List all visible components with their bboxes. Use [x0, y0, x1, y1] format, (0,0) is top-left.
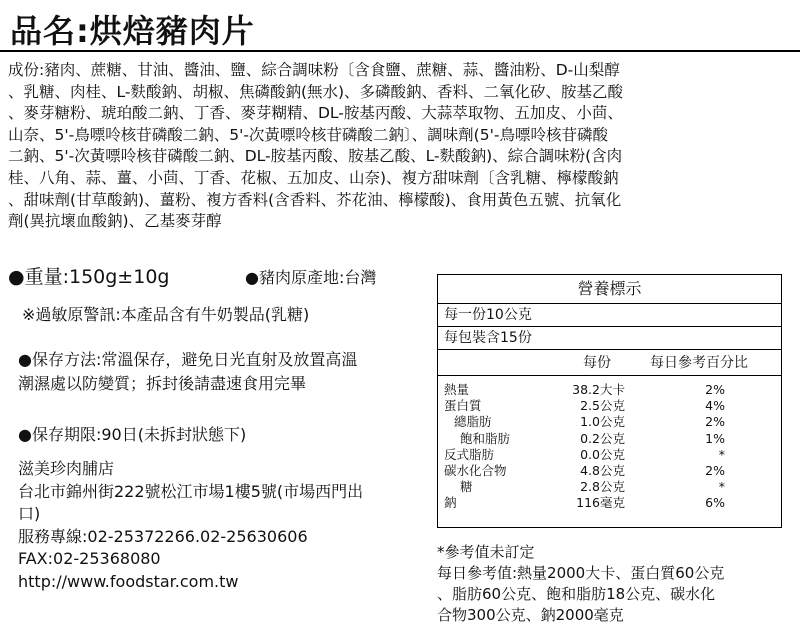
- nutrient-daily-percent: 2%: [705, 382, 725, 397]
- servings-per-package: 每包裝含15份: [438, 326, 781, 349]
- nutrition-title: 營養標示: [577, 279, 642, 298]
- nutrient-amount: 0.0公克: [580, 446, 625, 462]
- nutrition-column-header: [438, 349, 781, 375]
- nutrient-daily-percent: 4%: [705, 398, 725, 414]
- nutrition-row: [438, 495, 781, 511]
- serving-size: 每一份10公克: [438, 303, 781, 326]
- per-serving-header: 每份: [583, 355, 611, 371]
- company-info: 滋美珍肉脯店 台北市錦州街222號松江市場1樓5號(市場西門出 口) 服務專線:02-25372266.02-25630606 FAX:02-25368080 http://www.foodstar.com.tw: [18, 459, 364, 591]
- nutrient-label: 碳水化合物: [444, 463, 507, 478]
- nutrition-row: [438, 447, 781, 463]
- product-name-title: 品名:烘焙豬肉片: [10, 12, 255, 50]
- ingredients-text: 成份:豬肉、蔗糖、甘油、醬油、鹽、綜合調味粉〔含食鹽、蔗糖、蒜、醬油粉、D-山梨醇 、乳糖、肉桂、L-麩酸鈉、胡椒、焦磷酸鈉(無水)、多磷酸鈉、香料、二氧化矽、胺基乙酸 、麥芽糖粉、琥珀酸二鈉、丁香、麥芽糊精、DL-胺基丙酸、大蒜萃取物、五加皮、小茴、 山奈、5'-鳥嘌呤核苷磷酸二鈉、5'-次黃嘌呤核苷磷酸二鈉〕、調味劑(5'-鳥嘌呤核苷磷酸 二鈉、5'-次黃嘌呤核苷磷酸二鈉、DL-胺基丙酸、胺基乙酸、L-麩酸鈉)、綜合調味粉(含肉 桂、八角、蒜、薑、小茴、丁香、花椒、五加皮、山奈)、複方甜味劑〔含乳糖、檸檬酸鈉 、甜味劑(甘草酸鈉)、薑粉、複方香料(含香料、芥花油、檸檬酸)、食用黃色五號、抗氧化 劑(異抗壞血酸鈉)、乙基麥芽醇: [8, 61, 624, 231]
- nutrient-label: 反式脂肪: [444, 446, 495, 462]
- nutrition-row: [438, 431, 781, 447]
- daily-value-header: 每日參考百分比: [650, 355, 748, 371]
- nutrient-label: 鈉: [444, 495, 457, 511]
- pork-origin: ●豬肉原產地:台灣: [245, 268, 377, 287]
- title-divider: [0, 50, 800, 52]
- nutrient-label: 糖: [460, 479, 473, 495]
- nutrient-label: 飽和脂肪: [460, 430, 511, 446]
- nutrient-amount: 4.8公克: [580, 463, 625, 478]
- nutrition-row: [438, 479, 781, 495]
- nutrient-daily-percent: 1%: [705, 430, 725, 446]
- nutrient-amount: 2.5公克: [580, 398, 625, 414]
- nutrition-row: [438, 398, 781, 414]
- nutrient-daily-percent: *: [718, 446, 725, 462]
- nutrient-daily-percent: 6%: [705, 495, 725, 511]
- nutrient-amount: 0.2公克: [580, 430, 625, 446]
- nutrient-daily-percent: *: [718, 479, 725, 495]
- nutrient-amount: 1.0公克: [580, 414, 625, 430]
- nutrient-daily-percent: 2%: [705, 414, 725, 430]
- nutrient-amount: 116毫克: [576, 495, 625, 511]
- nutrient-label: 熱量: [444, 382, 470, 397]
- nutrient-label: 蛋白質: [444, 398, 482, 414]
- nutrition-facts-table: [437, 274, 782, 528]
- nutrition-row: [438, 414, 781, 430]
- nutrient-amount: 2.8公克: [580, 479, 625, 495]
- storage-method: ●保存方法:常溫保存，避免日光直射及放置高溫 潮濕處以防變質；拆封後請盡速食用完畢: [18, 350, 358, 393]
- net-weight: ●重量:150g±10g: [8, 266, 170, 288]
- reference-note: *參考值未訂定 每日參考值:熱量2000大卡、蛋白質60公克 、脂肪60公克、飽和脂肪18公克、碳水化 合物300公克、鈉2000毫克: [437, 543, 725, 624]
- shelf-life: ●保存期限:90日(未拆封狀態下): [18, 425, 247, 444]
- nutrient-daily-percent: 2%: [705, 463, 725, 478]
- nutrition-row: [438, 382, 781, 398]
- nutrition-rows: [438, 375, 781, 527]
- nutrient-amount: 38.2大卡: [572, 382, 625, 397]
- nutrition-row: [438, 463, 781, 479]
- nutrient-label: 總脂肪: [454, 414, 492, 430]
- allergen-warning: ※過敏原警訊:本產品含有牛奶製品(乳糖): [22, 305, 310, 324]
